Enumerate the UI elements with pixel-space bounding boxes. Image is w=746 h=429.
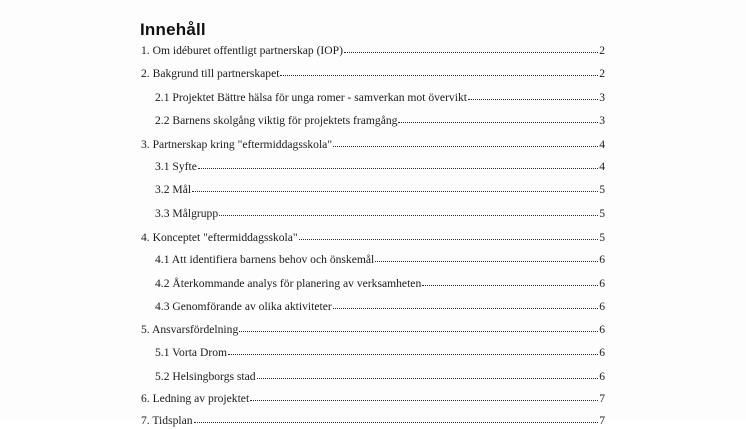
toc-entry-page: 6 bbox=[599, 277, 605, 290]
toc-entry-page: 3 bbox=[599, 114, 605, 127]
toc-entry-title: 2. Bakgrund till partnerskapet bbox=[141, 67, 280, 80]
toc-entry[interactable] bbox=[155, 205, 605, 221]
toc-entry-title: 4. Konceptet "eftermiddagsskola" bbox=[141, 231, 298, 244]
toc-entry-title: 3. Partnerskap kring "eftermiddagsskola" bbox=[141, 138, 333, 151]
toc-leader-dots bbox=[280, 64, 598, 76]
toc-entry[interactable] bbox=[141, 390, 605, 406]
toc-leader-dots bbox=[422, 274, 598, 286]
toc-entry-title: 6. Ledning av projektet bbox=[141, 392, 250, 405]
toc-entry[interactable] bbox=[155, 298, 605, 314]
toc-entry[interactable] bbox=[155, 89, 605, 105]
toc-leader-dots bbox=[468, 88, 598, 100]
toc-entry-title: 2.1 Projektet Bättre hälsa för unga romer - samverkan mot övervikt bbox=[155, 91, 467, 104]
toc-leader-dots bbox=[192, 180, 598, 192]
toc-entry[interactable] bbox=[155, 158, 605, 174]
toc-entry-page: 3 bbox=[599, 91, 605, 104]
toc-entry[interactable] bbox=[141, 412, 605, 428]
toc-leader-dots bbox=[198, 157, 598, 169]
toc-leader-dots bbox=[299, 228, 599, 240]
toc-entry-cropped-wrapper bbox=[141, 412, 605, 427]
toc-leader-dots bbox=[398, 111, 598, 123]
toc-entry[interactable] bbox=[155, 368, 605, 384]
toc-entry-title: 5. Ansvarsfördelning bbox=[141, 323, 239, 336]
toc-entry[interactable] bbox=[155, 181, 605, 197]
toc-entry-page: 7 bbox=[599, 392, 605, 405]
toc-entry-title: 2.2 Barnens skolgång viktig för projektets framgång bbox=[155, 114, 398, 127]
toc-entry[interactable] bbox=[141, 321, 605, 337]
toc-entry-title: 3.1 Syfte bbox=[155, 160, 197, 173]
toc-entry[interactable] bbox=[155, 112, 605, 128]
toc-entry-title: 3.3 Målgrupp bbox=[155, 207, 219, 220]
toc-entry[interactable] bbox=[141, 65, 605, 81]
toc-entry-title: 5.1 Vorta Drom bbox=[155, 346, 228, 359]
toc-leader-dots bbox=[250, 389, 598, 401]
toc-entry[interactable] bbox=[155, 275, 605, 291]
toc-entry-page: 4 bbox=[599, 160, 605, 173]
toc-leader-dots bbox=[333, 135, 598, 147]
toc-entry-page: 2 bbox=[599, 44, 605, 57]
toc-entry-title: 3.2 Mål bbox=[155, 183, 192, 196]
toc-leader-dots bbox=[239, 320, 598, 332]
toc-entry[interactable] bbox=[141, 42, 605, 58]
toc-entry[interactable] bbox=[141, 229, 605, 245]
toc-entry-page: 5 bbox=[599, 231, 605, 244]
toc-leader-dots bbox=[257, 367, 599, 379]
toc-entry-title: 4.2 Återkommande analys för planering av verksamheten bbox=[155, 277, 422, 290]
toc-entry-page: 6 bbox=[599, 300, 605, 313]
toc-entry[interactable] bbox=[141, 136, 605, 152]
toc-entry-title: 5.2 Helsingborgs stad bbox=[155, 370, 256, 383]
toc-heading: Innehåll bbox=[140, 20, 206, 39]
toc-entry-title: 1. Om idéburet offentligt partnerskap (IOP) bbox=[141, 44, 343, 57]
toc-leader-dots bbox=[219, 204, 598, 216]
toc-entry-page: 6 bbox=[599, 346, 605, 359]
toc-leader-dots bbox=[375, 250, 598, 262]
toc-entry-title: 4.1 Att identifiera barnens behov och önskemål bbox=[155, 253, 375, 266]
toc-entry[interactable] bbox=[155, 344, 605, 360]
toc-entry[interactable] bbox=[155, 251, 605, 267]
toc-entry-page: 5 bbox=[599, 183, 605, 196]
toc-entry-page: 6 bbox=[599, 253, 605, 266]
toc-leader-dots bbox=[344, 41, 598, 53]
toc-entry-page: 7 bbox=[599, 414, 605, 427]
toc-entry-title: 7. Tidsplan bbox=[141, 414, 193, 427]
toc-entry-page: 2 bbox=[599, 67, 605, 80]
toc-entry-page: 5 bbox=[599, 207, 605, 220]
toc-leader-dots bbox=[228, 343, 598, 355]
toc-leader-dots bbox=[333, 297, 598, 309]
toc-entry-title: 4.3 Genomförande av olika aktiviteter bbox=[155, 300, 332, 313]
toc-entry-page: 4 bbox=[599, 138, 605, 151]
toc-entry-page: 6 bbox=[599, 370, 605, 383]
toc-leader-dots bbox=[194, 411, 599, 423]
toc-entry-page: 6 bbox=[599, 323, 605, 336]
